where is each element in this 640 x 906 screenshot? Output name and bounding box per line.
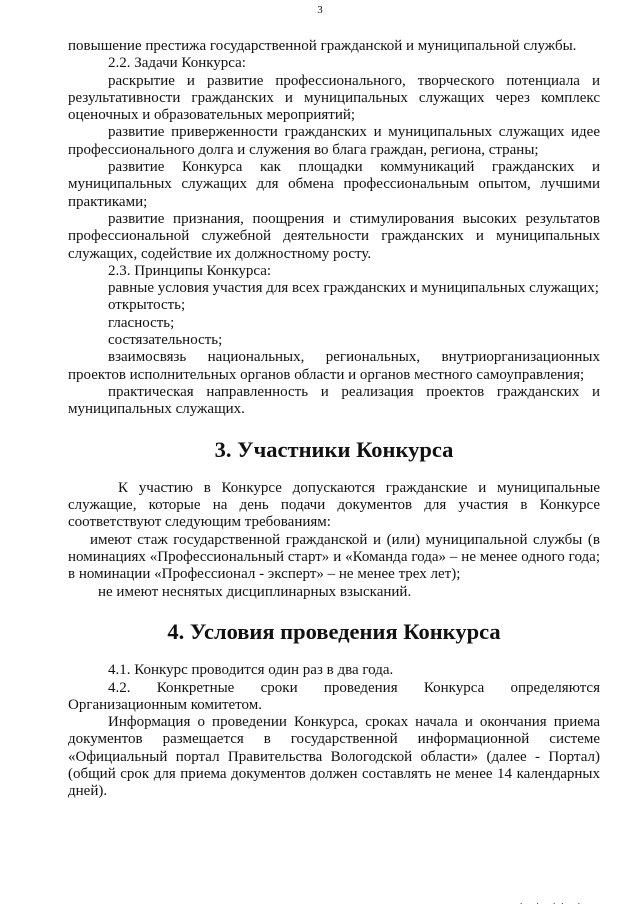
paragraph: 2.3. Принципы Конкурса:	[108, 262, 272, 279]
paragraph: практическая направленность и реализация проектов гражданских и муниципальных служащих.	[68, 383, 600, 418]
paragraph: повышение престижа государственной гражданской и муниципальной службы.	[68, 38, 577, 54]
paragraph: развитие Конкурса как площадки коммуникаций гражданских и муниципальных служащих для обмена профессиональным опытом, лучшими практиками;	[68, 159, 600, 210]
paragraph: состязательность;	[108, 332, 223, 349]
paragraph: 4.2. Конкретные сроки проведения Конкурса определяются Организационным комитетом.	[68, 679, 600, 713]
paragraph: имеют стаж государственной гражданской и (или) муниципальной службы (в номинациях «Профессиональный старт» и «Команда года» – не менее одного года; в номинации «Профессионал - эксперт» – не менее трех лет);	[68, 531, 600, 583]
paragraph: 2.2. Задачи Конкурса:	[108, 55, 246, 72]
paragraph: гласность;	[108, 314, 175, 331]
paragraph: не имеют неснятых дисциплинарных взысканий.	[98, 583, 412, 600]
paragraph: равные условия участия для всех гражданских и муниципальных служащих;	[108, 280, 599, 297]
paragraph: 4.1. Конкурс проводится один раз в два года.	[108, 662, 394, 679]
paragraph: развитие приверженности гражданских и муниципальных служащих идее профессионального долга и служения во блага граждан, региона, страны;	[68, 124, 600, 158]
paragraph: взаимосвязь национальных, региональных, внутриорганизационных проектов исполнительных органов области и органов местного самоуправления;	[68, 349, 600, 383]
page-number: 3	[317, 4, 323, 16]
paragraph: К участию в Конкурсе допускаются гражданские и муниципальные служащие, которые на день подачи документов для участия в Конкурсе соответствуют следующим требованиям:	[68, 479, 600, 531]
document-body	[68, 38, 600, 801]
paragraph: развитие признания, поощрения и стимулирования высоких результатов профессиональной служебной деятельности гражданских и муниципальных служащих, содействие их должностному росту.	[68, 210, 600, 262]
paragraph: открытость;	[108, 297, 186, 314]
paragraph: раскрытие и развитие профессионального, творческого потенциала и результативности гражданских и муниципальных служащих через комплекс оценочных и образовательных мероприятий;	[68, 72, 600, 124]
section-heading: 4. Условия проведения Конкурса	[167, 618, 501, 644]
paragraph: Информация о проведении Конкурса, сроках начала и окончания приема документов размещается в государственной информационной системе «Официальный портал Правительства Вологодской области» (далее - Портал) (общий срок для приема документов должен составлять не менее 14 календарных дней).	[68, 714, 600, 800]
section-heading: 3. Участники Конкурса	[214, 436, 454, 462]
scan-specks: . . .. .	[520, 896, 586, 906]
